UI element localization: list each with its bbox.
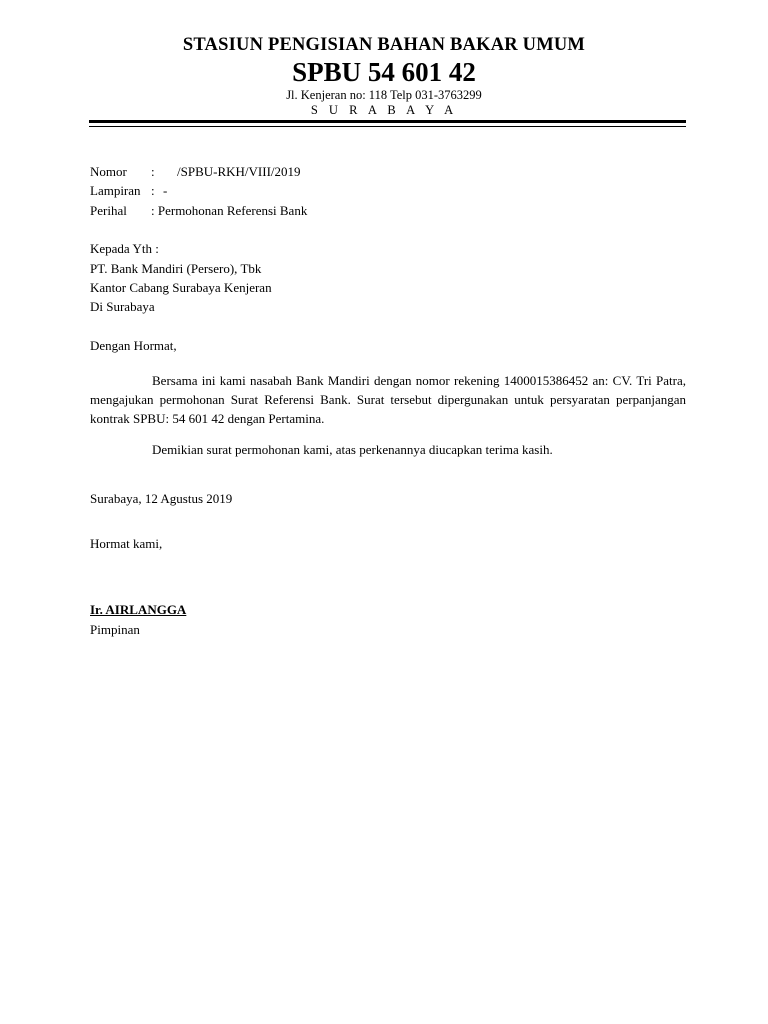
recipient-line-1: PT. Bank Mandiri (Persero), Tbk bbox=[90, 261, 262, 276]
lampiran-value: - bbox=[163, 183, 168, 198]
signer-name: Ir. AIRLANGGA bbox=[90, 602, 187, 617]
lampiran-separator: : bbox=[151, 183, 155, 198]
letterhead-station-name: SPBU 54 601 42 bbox=[292, 57, 476, 87]
recipient-line-2: Kantor Cabang Surabaya Kenjeran bbox=[90, 280, 272, 295]
letterhead-address: Jl. Kenjeran no: 118 Telp 031-3763299 bbox=[286, 88, 482, 102]
lampiran-label: Lampiran bbox=[90, 183, 141, 198]
body-paragraph-2: Demikian surat permohonan kami, atas perkenannya diucapkan terima kasih. bbox=[152, 442, 553, 457]
letterhead-city: S U R A B A Y A bbox=[310, 103, 458, 117]
nomor-label: Nomor bbox=[90, 164, 127, 179]
closing-regards: Hormat kami, bbox=[90, 536, 163, 551]
nomor-value: /SPBU-RKH/VIII/2019 bbox=[177, 164, 301, 179]
perihal-value: : Permohonan Referensi Bank bbox=[151, 203, 308, 218]
place-date: Surabaya, 12 Agustus 2019 bbox=[90, 491, 233, 506]
recipient-line-3: Di Surabaya bbox=[90, 299, 155, 314]
letterhead-divider-thin bbox=[89, 126, 686, 127]
nomor-separator: : bbox=[151, 164, 155, 179]
signer-title: Pimpinan bbox=[90, 622, 140, 637]
body-paragraph-1: Bersama ini kami nasabah Bank Mandiri dengan nomor rekening 1400015386452 an: CV. Tri Patra, mengajukan permohonan Surat Referensi Bank. Surat tersebut dipergunakan untuk persyaratan perpanjangan kontrak SPBU: 54 601 42 dengan Pertamina. bbox=[90, 373, 686, 426]
letterhead-organization: STASIUN PENGISIAN BAHAN BAKAR UMUM bbox=[182, 35, 586, 55]
letterhead-divider-thick bbox=[89, 120, 686, 123]
letterhead bbox=[0, 34, 768, 118]
salutation: Dengan Hormat, bbox=[90, 338, 177, 353]
recipient-greeting: Kepada Yth : bbox=[90, 241, 159, 256]
perihal-label: Perihal bbox=[90, 203, 127, 218]
